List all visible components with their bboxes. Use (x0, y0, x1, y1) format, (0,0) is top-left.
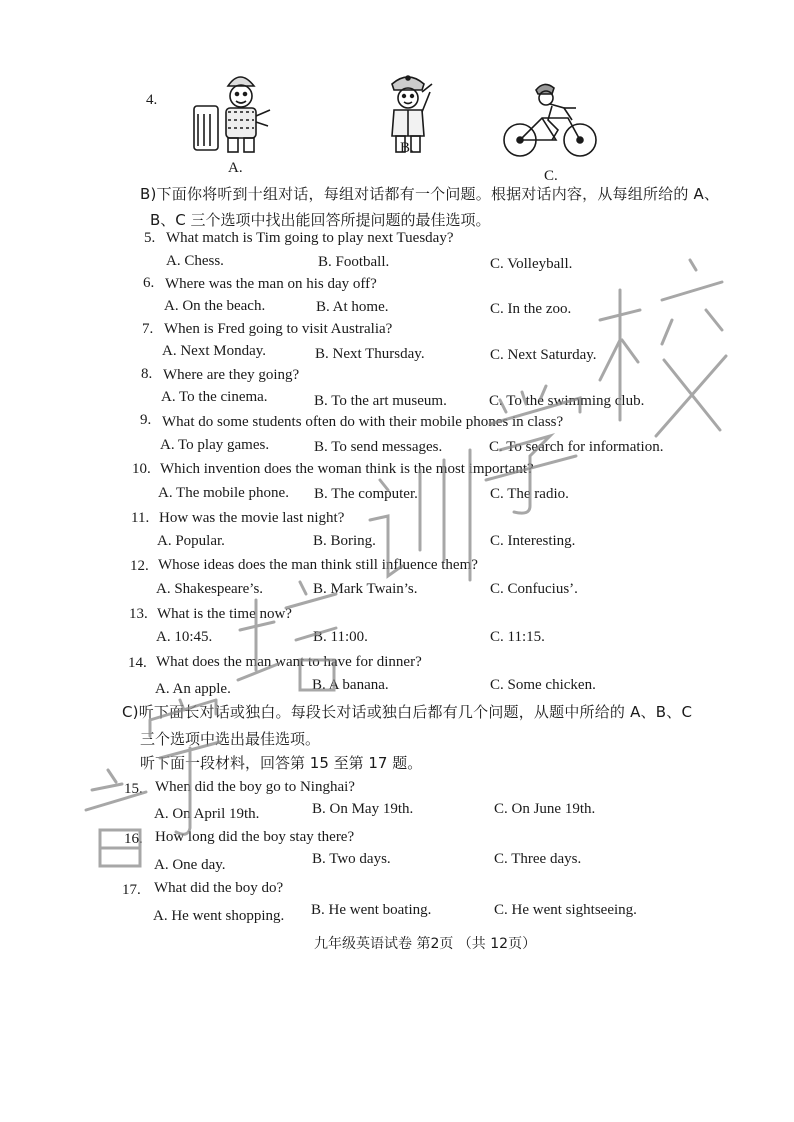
option-a: A. He went shopping. (153, 908, 285, 924)
option-c: C. He went sightseeing. (494, 902, 637, 918)
question-number: 8. (141, 366, 153, 382)
option-b: B. A banana. (312, 677, 389, 693)
question-number: 5. (144, 230, 156, 246)
option-b: B. 11:00. (313, 629, 368, 645)
option-c: C. In the zoo. (490, 301, 572, 317)
option-b: B. The computer. (314, 486, 418, 502)
option-b: B. Next Thursday. (315, 346, 425, 362)
question-text: What do some students often do with their mobile phones in class? (162, 414, 564, 430)
section-c-instruction-line1: C)听下面长对话或独白。每段长对话或独白后都有几个问题，从题中所给的 A、B、C (122, 703, 693, 721)
question-text: When did the boy go to Ninghai? (155, 779, 355, 795)
option-a: A. To the cinema. (161, 389, 268, 405)
question-text: How long did the boy stay there? (155, 829, 355, 845)
question-text: What match is Tim going to play next Tuesday? (166, 230, 454, 246)
question-number: 11. (131, 510, 150, 526)
question-text: How was the movie last night? (159, 510, 345, 526)
question-number: 16. (124, 831, 143, 847)
question-number: 6. (143, 275, 155, 291)
question-text: What does the man want to have for dinner? (156, 654, 422, 670)
question-number: 12. (130, 558, 149, 574)
question-number: 15. (124, 781, 143, 797)
option-a: A. An apple. (155, 681, 231, 697)
question-text: Which invention does the woman think is the most important? (160, 461, 534, 477)
question-text: Where are they going? (163, 367, 300, 383)
option-c: C. The radio. (490, 486, 569, 502)
picture-c-label: C. (544, 168, 558, 184)
option-a: A. On April 19th. (154, 806, 260, 822)
question-text: Whose ideas does the man think still influence them? (158, 557, 478, 573)
option-c: C. To the swimming club. (489, 393, 645, 409)
option-a: A. On the beach. (164, 298, 266, 314)
option-b: B. To the art museum. (314, 393, 447, 409)
question-number: 9. (140, 412, 152, 428)
question-number: 14. (128, 655, 147, 671)
question-number: 10. (132, 461, 151, 477)
option-a: A. 10:45. (156, 629, 213, 645)
cyclist-icon (500, 78, 600, 160)
option-a: A. The mobile phone. (158, 485, 289, 501)
picture-b-label: B. (400, 140, 414, 156)
question-4-number: 4. (146, 92, 158, 108)
question-number: 17. (122, 882, 141, 898)
option-a: A. Chess. (166, 253, 224, 269)
repairman-icon (188, 66, 276, 156)
section-b-instruction-line2: B、C 三个选项中找出能回答所提问题的最佳选项。 (150, 211, 491, 229)
option-a: A. Next Monday. (162, 343, 267, 359)
question-text: What did the boy do? (154, 880, 284, 896)
section-c-instruction-line2: 三个选项中选出最佳选项。 (140, 730, 321, 748)
page-footer: 九年级英语试卷 第2页 （共 12页） (314, 936, 537, 952)
option-c: C. Interesting. (490, 533, 576, 549)
option-b: B. To send messages. (314, 439, 443, 455)
option-c: C. Three days. (494, 851, 582, 867)
section-b-instruction-line1: B)下面你将听到十组对话，每组对话都有一个问题。根据对话内容，从每组所给的 A、 (140, 185, 720, 203)
option-c: C. Confucius’. (490, 581, 578, 597)
option-c: C. Next Saturday. (490, 347, 597, 363)
question-text: What is the time now? (157, 606, 292, 622)
question-text: When is Fred going to visit Australia? (164, 321, 393, 337)
option-a: A. Shakespeare’s. (156, 581, 264, 597)
question-text: Where was the man on his day off? (165, 276, 377, 292)
option-b: B. He went boating. (311, 902, 432, 918)
option-c: C. 11:15. (490, 629, 545, 645)
option-b: B. Two days. (312, 851, 391, 867)
option-a: A. Popular. (157, 533, 225, 549)
question-number: 13. (129, 606, 148, 622)
option-c: C. Volleyball. (490, 256, 573, 272)
option-a: A. To play games. (160, 437, 270, 453)
question-number: 7. (142, 321, 154, 337)
option-c: C. To search for information. (489, 439, 664, 455)
option-b: B. On May 19th. (312, 801, 414, 817)
option-b: B. Boring. (313, 533, 376, 549)
option-b: B. At home. (316, 299, 389, 315)
option-b: B. Mark Twain’s. (313, 581, 418, 597)
option-c: C. Some chicken. (490, 677, 596, 693)
picture-a-label: A. (228, 160, 243, 176)
option-b: B. Football. (318, 254, 390, 270)
section-c-instruction-line3: 听下面一段材料，回答第 15 至第 17 题。 (140, 754, 423, 772)
option-a: A. One day. (154, 857, 226, 873)
option-c: C. On June 19th. (494, 801, 596, 817)
